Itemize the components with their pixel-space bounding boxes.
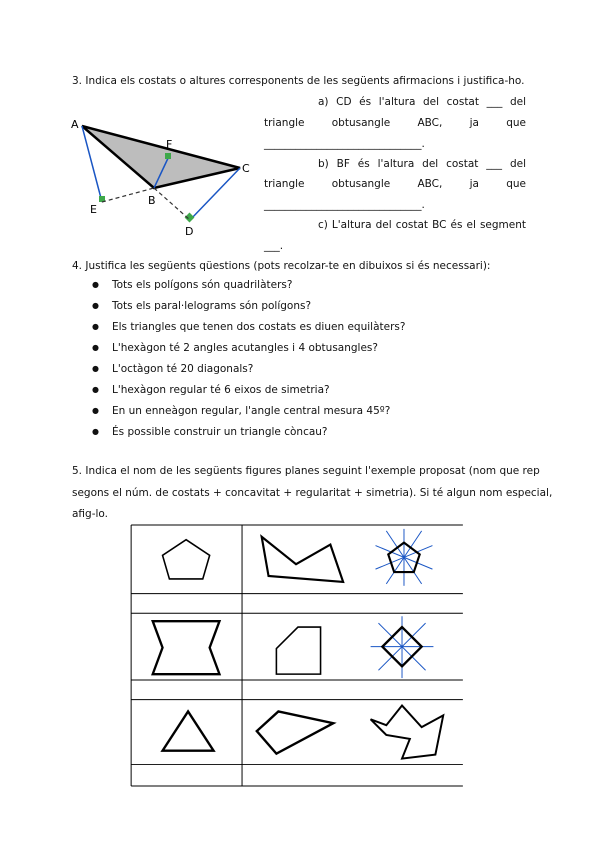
q3-b-line1: b) BF és l'altura del costat ___ del xyxy=(318,158,526,170)
list-item: ● En un enneàgon regular, l'angle central mesura 45º? xyxy=(92,404,405,425)
concave-hexagon-bowtie-shape xyxy=(153,621,220,674)
list-item: ● L'hexàgon té 2 angles acutangles i 4 obtusangles? xyxy=(92,341,405,362)
list-item: ● L'hexàgon regular té 6 eixos de simetria? xyxy=(92,383,405,404)
right-angle-d xyxy=(185,213,195,223)
list-item: ● És possible construir un triangle còncau? xyxy=(92,425,405,446)
right-angle-f xyxy=(165,153,171,159)
q4-heading: 4. Justifica les següents qüestions (pots recolzar-te en dibuixos si és necessari): xyxy=(72,260,491,272)
regular-pentagon-symmetry-shape xyxy=(376,529,433,586)
q5-line1: 5. Indica el nom de les següents figures planes seguint l'exemple proposat (nom que rep xyxy=(72,465,540,477)
label-b: B xyxy=(148,194,156,207)
triangle-abc xyxy=(82,126,240,188)
concave-polygon-shape xyxy=(371,706,444,759)
q3-c-blank[interactable]: ___. xyxy=(264,240,284,252)
q4-question-list xyxy=(92,278,405,446)
list-item: ● L'octàgon té 20 diagonals? xyxy=(92,362,405,383)
q3-heading: 3. Indica els costats o altures corresponents de les següents afirmacions i justifica-ho. xyxy=(72,75,525,87)
q3-a-blank[interactable]: ______________________________. xyxy=(264,138,425,150)
list-item: ● Tots els paral·lelograms són polígons? xyxy=(92,299,405,320)
q5-line2: segons el núm. de costats + concavitat + regularitat + simetria). Si té algun nom especial, xyxy=(72,487,553,499)
list-item: ● Tots els polígons són quadrilàters? xyxy=(92,278,405,299)
triangle-abc-figure xyxy=(68,112,258,240)
label-f: F xyxy=(166,138,173,151)
q3-b-line2: triangle obtusangle ABC, ja que xyxy=(264,178,526,190)
figures-table xyxy=(128,523,466,788)
label-d: D xyxy=(185,225,194,238)
q5-line3: afig-lo. xyxy=(72,508,108,520)
q3-c-line1: c) L'altura del costat BC és el segment xyxy=(318,219,526,231)
label-a: A xyxy=(71,118,79,131)
extension-ab xyxy=(154,188,190,220)
irregular-pentagon-shape xyxy=(276,627,320,674)
triangle-shape xyxy=(163,711,214,750)
square-symmetry-shape xyxy=(371,616,434,678)
concave-pentagon-shape xyxy=(262,537,343,582)
label-c: C xyxy=(242,162,250,175)
q3-b-blank[interactable]: ______________________________. xyxy=(264,199,425,211)
extension-cb xyxy=(102,188,154,202)
irregular-quadrilateral-shape xyxy=(257,711,334,753)
q3-a-line1: a) CD és l'altura del costat ___ del xyxy=(318,96,526,108)
q3-a-line2: triangle obtusangle ABC, ja que xyxy=(264,117,526,129)
list-item: ● Els triangles que tenen dos costats es diuen equilàters? xyxy=(92,320,405,341)
regular-pentagon-shape xyxy=(163,540,210,579)
label-e: E xyxy=(90,203,97,216)
